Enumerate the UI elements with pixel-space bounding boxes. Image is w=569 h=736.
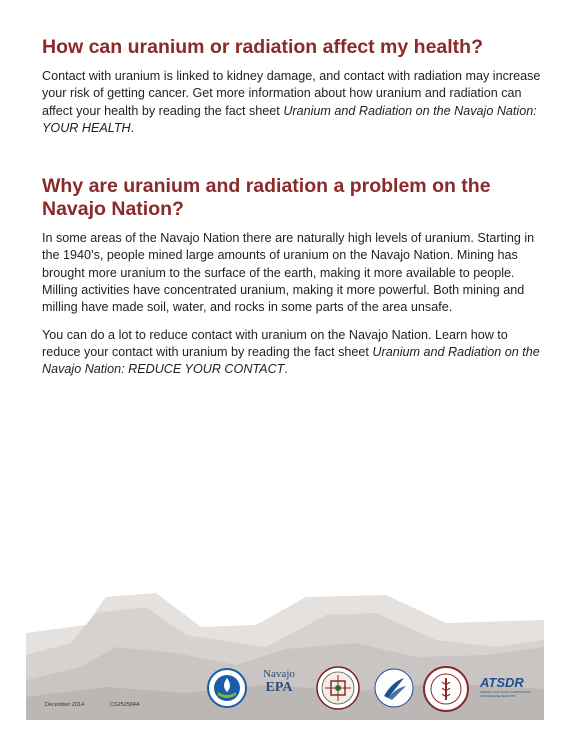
- epa-logo-icon: [207, 668, 247, 713]
- health-paragraph-end: .: [130, 120, 135, 135]
- navajo-epa-line2: EPA: [265, 680, 293, 695]
- health-paragraph-text: Contact with uranium is linked to kidney damage, and contact with radiation may increase your risk of getting cancer. Get more information about how uranium and radiation can affect your health by reading the fact sheet: [42, 69, 541, 118]
- problem-heading: Why are uranium and radiation a problem on the Navajo Nation?: [42, 175, 491, 221]
- problem-paragraph: In some areas of the Navajo Nation there are naturally high levels of uranium. Starting in the 1940’s, people mined large amounts of uranium on the Navajo Nation. Mining has brought more uranium to the surface of the earth, making it more available to people. Milling activities have concentrated uranium, making it more powerful. Both mining and milling have made soil, water, and rocks in some parts of the area unsafe.: [42, 231, 535, 315]
- atsdr-subtitle: AGENCY FOR TOXIC SUBSTANCES AND DISEASE REGISTRY: [480, 690, 531, 698]
- your-health-fact-sheet-title: Uranium and Radiation on the Navajo Nation: YOUR HEALTH: [42, 103, 537, 135]
- navajo-epa-line1: Navajo: [263, 668, 295, 680]
- atsdr-logo-icon: [480, 676, 540, 698]
- health-heading: How can uranium or radiation affect my health?: [42, 36, 483, 58]
- reduce-contact-fact-sheet-title: Uranium and Radiation on the Navajo Nation: REDUCE YOUR CONTACT: [42, 344, 540, 377]
- main-content: [42, 36, 542, 379]
- navajo-nation-seal-icon: [316, 666, 360, 715]
- document-code: CS252584A: [110, 702, 140, 708]
- hhs-logo-icon: [374, 668, 414, 713]
- ihs-logo-icon: [423, 666, 469, 717]
- reduce-contact-paragraph: [42, 327, 542, 379]
- navajo-epa-logo-icon: [258, 668, 300, 696]
- reduce-contact-text: You can do a lot to reduce contact with uranium on the Navajo Nation. Learn how to reduce your contact with uranium by reading the fact sheet: [42, 327, 508, 359]
- reduce-contact-paragraph-end: .: [284, 362, 288, 377]
- publication-date: December 2014: [45, 702, 85, 708]
- atsdr-wordmark: ATSDR: [480, 675, 524, 690]
- health-paragraph: [42, 68, 542, 137]
